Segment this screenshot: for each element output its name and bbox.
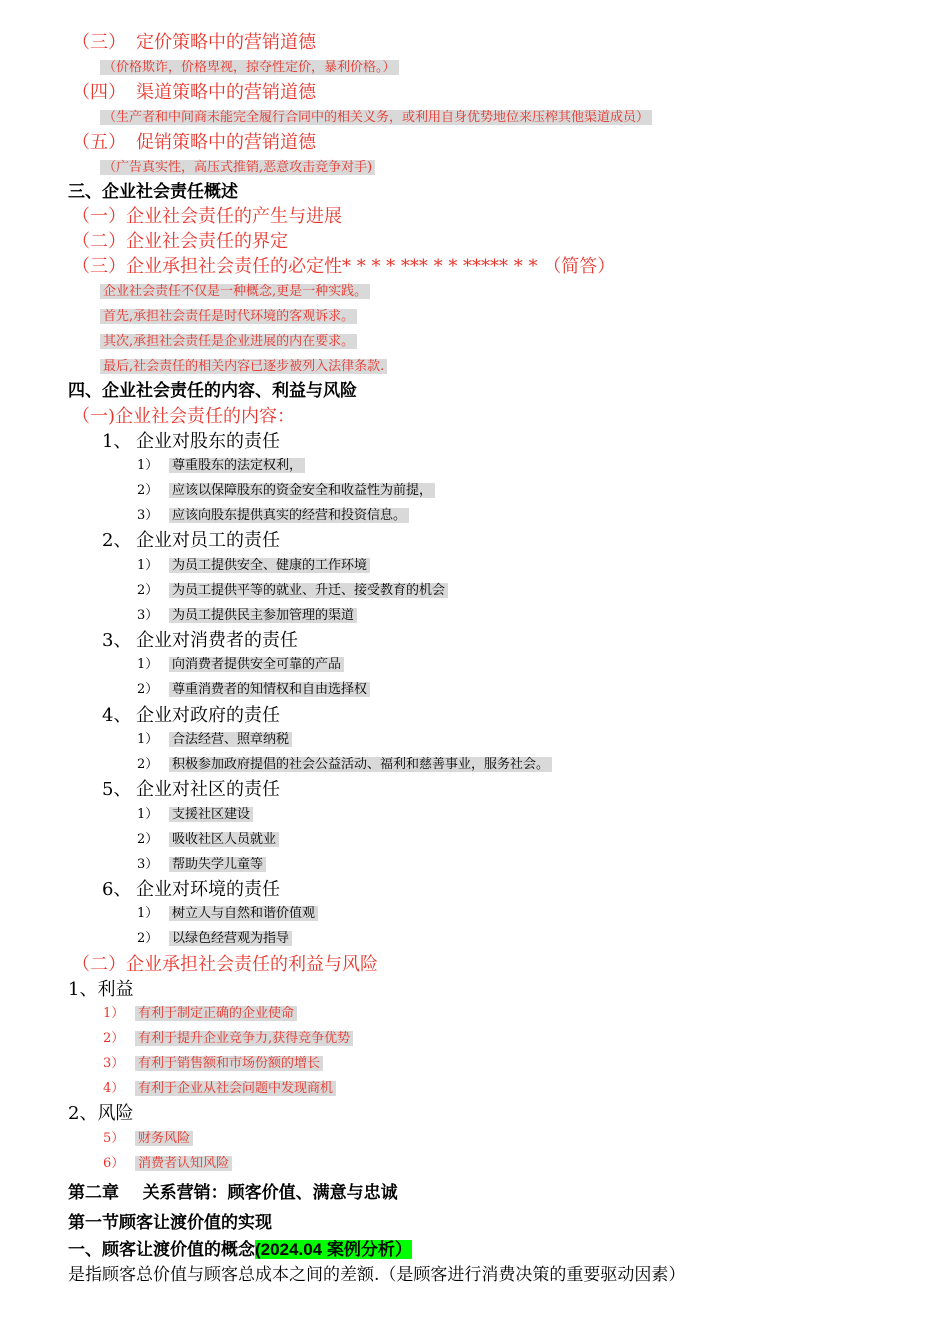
subsection-heading: （二）企业承担社会责任的利益与风险 — [72, 954, 378, 975]
answer-line — [100, 309, 357, 325]
item-number: 2） — [137, 832, 159, 847]
list-item — [137, 807, 253, 823]
list-item — [137, 608, 357, 624]
section-heading — [72, 132, 316, 154]
item-number: 1） — [137, 807, 159, 822]
concept-heading — [68, 1240, 412, 1260]
item-text: 以绿色经营观为指导 — [169, 931, 292, 946]
item-text: 积极参加政府提倡的社会公益活动、福利和慈善事业，服务社会。 — [169, 757, 552, 772]
item-text: 树立人与自然和谐价值观 — [169, 906, 318, 921]
item-text: 有利于销售额和市场份额的增长 — [135, 1056, 323, 1071]
duty-number: 5、 — [102, 779, 132, 800]
heading-number: （四） — [72, 82, 126, 103]
item-number: 2） — [137, 931, 159, 946]
list-item — [103, 1056, 323, 1072]
item-text: 应该以保障股东的资金安全和收益性为前提， — [169, 483, 435, 498]
duty-number: 4、 — [102, 705, 132, 726]
list-item — [137, 832, 279, 848]
item-number: 1） — [137, 458, 159, 473]
item-text: 消费者认知风险 — [135, 1156, 232, 1171]
heading-number: （三） — [72, 32, 126, 53]
group-heading: 1、利益 — [68, 979, 134, 1000]
item-text: 财务风险 — [135, 1131, 193, 1146]
concept-text: 一、顾客让渡价值的概念 — [68, 1240, 255, 1260]
item-text: 有利于企业从社会问题中发现商机 — [135, 1081, 336, 1096]
subsection-heading: （一)企业社会责任的内容： — [72, 406, 296, 427]
list-item — [137, 458, 305, 474]
note-text: （广告真实性，高压式推销,恶意攻击竞争对手) — [100, 160, 375, 175]
duty-heading — [102, 879, 280, 901]
list-item — [103, 1156, 232, 1172]
item-number: 2） — [137, 682, 159, 697]
section-heading — [72, 32, 316, 54]
item-number: 5） — [103, 1131, 125, 1146]
item-text: 为员工提供平等的就业、升迁、接受教育的机会 — [169, 583, 448, 598]
item-number: 3） — [137, 857, 159, 872]
list-item — [137, 558, 370, 574]
note-text: （生产者和中间商未能完全履行合同中的相关义务，或利用自身优势地位来压榨其他渠道成员） — [100, 110, 652, 125]
list-item — [137, 483, 435, 499]
definition-text: 是指顾客总价值与顾客总成本之间的差额.（是顾客进行消费决策的重要驱动因素） — [68, 1265, 686, 1285]
item-text: 应该向股东提供真实的经营和投资信息。 — [169, 508, 409, 523]
item-number: 1） — [137, 906, 159, 921]
heading-text: 渠道策略中的营销道德 — [136, 82, 316, 103]
item-text: 支援社区建设 — [169, 807, 253, 822]
note-line — [100, 60, 399, 76]
item-text: 有利于制定正确的企业使命 — [135, 1006, 297, 1021]
item-text: 有利于提升企业竞争力,获得竞争优势 — [135, 1031, 353, 1046]
duty-text: 企业对社区的责任 — [136, 779, 280, 800]
heading-text: 定价策略中的营销道德 — [136, 32, 316, 53]
subsection-heading: （三）企业承担社会责任的必定性* * * * *** * * ***** * * （简答） — [72, 256, 616, 277]
item-text: 吸收社区人员就业 — [169, 832, 279, 847]
item-number: 2） — [137, 757, 159, 772]
answer-text: 其次,承担社会责任是企业进展的内在要求。 — [100, 334, 357, 349]
list-item — [137, 657, 344, 673]
duty-number: 2、 — [102, 530, 132, 551]
list-item — [137, 732, 292, 748]
duty-text: 企业对股东的责任 — [136, 431, 280, 452]
item-number: 3） — [137, 508, 159, 523]
item-text: 向消费者提供安全可靠的产品 — [169, 657, 344, 672]
chapter-title: 第二章 关系营销：顾客价值、满意与忠诚 — [68, 1183, 398, 1203]
subsection-heading: （一）企业社会责任的产生与进展 — [72, 206, 342, 227]
duty-text: 企业对员工的责任 — [136, 530, 280, 551]
list-item — [103, 1006, 297, 1022]
answer-line — [100, 359, 387, 375]
item-text: 合法经营、照章纳税 — [169, 732, 292, 747]
item-number: 3） — [103, 1056, 125, 1071]
duty-heading — [102, 779, 280, 801]
duty-number: 1、 — [102, 431, 132, 452]
list-item — [137, 583, 448, 599]
item-number: 2） — [137, 483, 159, 498]
duty-text: 企业对环境的责任 — [136, 879, 280, 900]
list-item — [137, 931, 292, 947]
list-item — [137, 906, 318, 922]
chapter-heading: 四、企业社会责任的内容、利益与风险 — [68, 381, 357, 401]
item-number: 1） — [137, 657, 159, 672]
item-number: 3） — [137, 608, 159, 623]
list-item — [103, 1081, 336, 1097]
duty-heading — [102, 431, 280, 453]
heading-number: （五） — [72, 132, 126, 153]
list-item — [137, 757, 552, 773]
duty-number: 6、 — [102, 879, 132, 900]
item-number: 6） — [103, 1156, 125, 1171]
list-item — [103, 1031, 353, 1047]
list-item — [137, 857, 266, 873]
list-item — [103, 1131, 193, 1147]
item-number: 4） — [103, 1081, 125, 1096]
duty-number: 3、 — [102, 630, 132, 651]
item-text: 尊重消费者的知情权和自由选择权 — [169, 682, 370, 697]
note-line — [100, 160, 375, 176]
duty-heading — [102, 630, 298, 652]
answer-text: 首先,承担社会责任是时代环境的客观诉求。 — [100, 309, 357, 324]
item-number: 1） — [137, 732, 159, 747]
answer-text: 最后,社会责任的相关内容已逐步被列入法律条款. — [100, 359, 387, 374]
note-text: （价格欺诈，价格卑视，掠夺性定价，暴利价格。） — [100, 60, 399, 75]
answer-text: 企业社会责任不仅是一种概念,更是一种实践。 — [100, 284, 370, 299]
duty-heading — [102, 705, 280, 727]
item-text: 尊重股东的法定权利， — [169, 458, 305, 473]
answer-line — [100, 334, 357, 350]
item-number: 1） — [137, 558, 159, 573]
section-heading — [72, 82, 316, 104]
item-text: 为员工提供民主参加管理的渠道 — [169, 608, 357, 623]
list-item — [137, 508, 409, 524]
note-line — [100, 110, 652, 126]
group-heading: 2、风险 — [68, 1103, 134, 1124]
section-title: 第一节顾客让渡价值的实现 — [68, 1213, 272, 1233]
duty-text: 企业对消费者的责任 — [136, 630, 298, 651]
answer-line — [100, 284, 370, 300]
item-text: 帮助失学儿童等 — [169, 857, 266, 872]
duty-text: 企业对政府的责任 — [136, 705, 280, 726]
item-number: 2） — [103, 1031, 125, 1046]
item-number: 1） — [103, 1006, 125, 1021]
heading-text: 促销策略中的营销道德 — [136, 132, 316, 153]
chapter-heading: 三、企业社会责任概述 — [68, 182, 238, 202]
item-number: 2） — [137, 583, 159, 598]
item-text: 为员工提供安全、健康的工作环境 — [169, 558, 370, 573]
duty-heading — [102, 530, 280, 552]
exam-tag: (2024.04 案例分析） — [255, 1240, 412, 1259]
list-item — [137, 682, 370, 698]
subsection-heading: （二）企业社会责任的界定 — [72, 231, 288, 252]
